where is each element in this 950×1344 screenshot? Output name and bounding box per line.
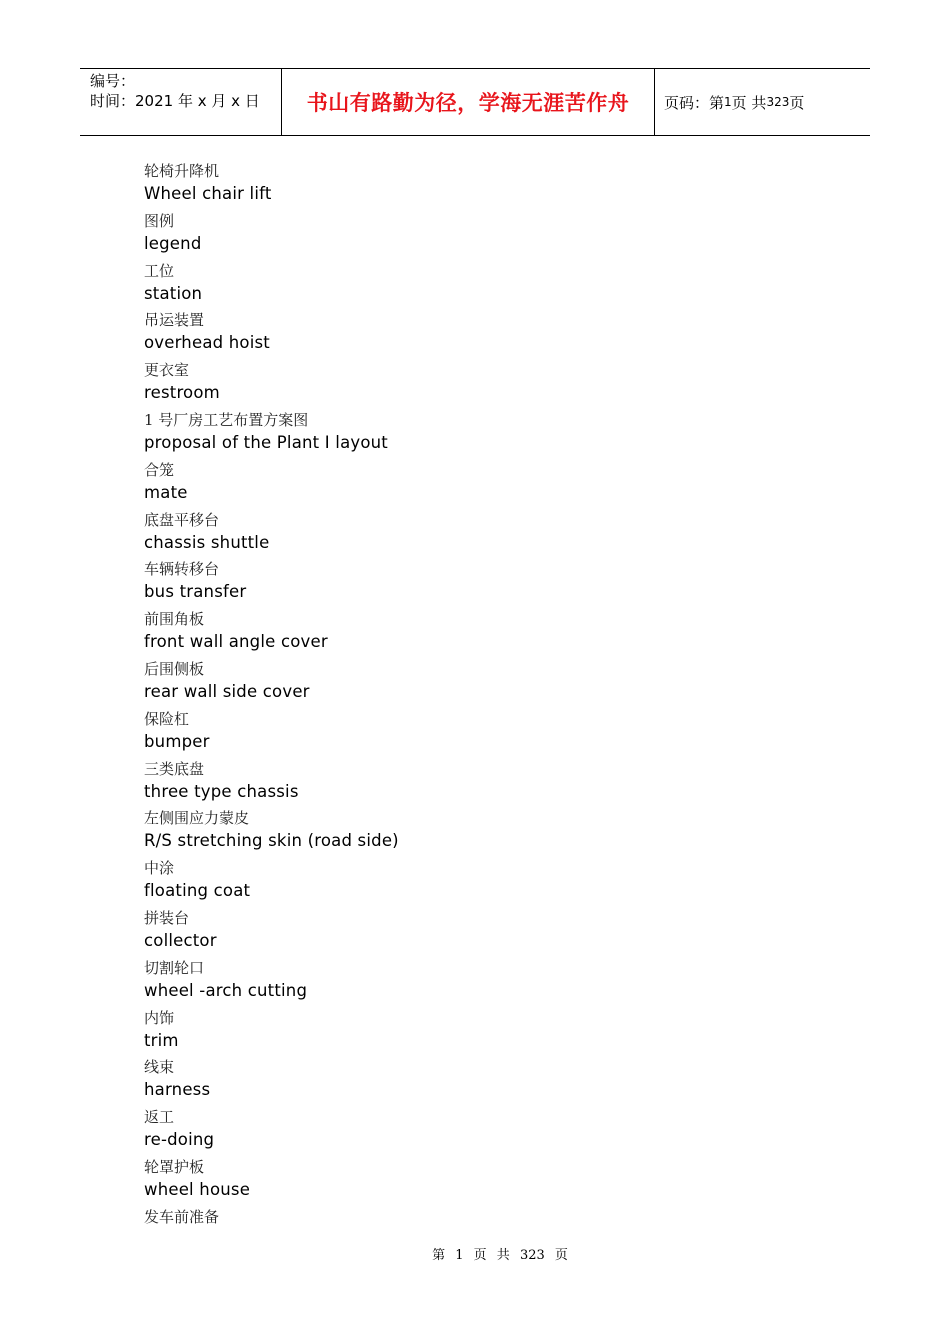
page-suffix: 页 <box>789 93 805 112</box>
term-english: overhead hoist <box>144 333 270 353</box>
term-chinese: 吊运装置 <box>144 311 205 330</box>
term-english: proposal of the Plant I layout <box>144 432 388 452</box>
term-chinese: 发车前准备 <box>144 1207 220 1226</box>
date-label: 时间：2021 年 x 月 x 日 <box>90 92 260 110</box>
footer-total-pages: 323 <box>519 1248 545 1263</box>
footer-word-2: 页 <box>473 1248 487 1263</box>
glossary-entry <box>144 907 844 957</box>
term-chinese: 更衣室 <box>144 361 190 380</box>
term-chinese: 工位 <box>144 261 175 280</box>
term-chinese: 1 号厂房工艺布置方案图 <box>144 410 309 429</box>
term-english: restroom <box>144 383 220 403</box>
glossary-entry <box>144 1056 844 1106</box>
glossary-entry <box>144 1106 844 1156</box>
term-english: Wheel chair lift <box>144 184 272 203</box>
glossary-entry <box>144 608 844 658</box>
term-english: mate <box>144 482 188 502</box>
glossary-entry <box>144 1156 844 1206</box>
term-chinese: 轮椅升降机 <box>144 162 220 180</box>
term-chinese: 拼装台 <box>144 908 190 927</box>
glossary-entry <box>144 658 844 708</box>
glossary-entry <box>144 758 844 808</box>
term-english: bus transfer <box>144 582 247 602</box>
page-middle: 页 共 <box>731 93 767 112</box>
glossary-entry <box>144 957 844 1007</box>
glossary-entry <box>144 558 844 608</box>
term-english: re-doing <box>144 1130 215 1150</box>
page-total: 323 <box>766 95 790 109</box>
term-chinese: 切割轮口 <box>144 958 205 977</box>
term-chinese: 合笼 <box>144 460 175 479</box>
glossary-entry <box>144 807 844 857</box>
term-english: collector <box>144 930 217 950</box>
glossary-entry <box>144 309 844 359</box>
glossary-entry <box>144 708 844 758</box>
term-english: chassis shuttle <box>144 532 270 552</box>
glossary-entry <box>144 359 844 409</box>
footer-word-1: 第 <box>432 1248 446 1263</box>
glossary-entry <box>144 857 844 907</box>
term-chinese: 中涂 <box>144 859 175 878</box>
term-chinese: 线束 <box>144 1058 175 1077</box>
glossary-entry <box>144 160 844 210</box>
term-chinese: 车辆转移台 <box>144 560 220 579</box>
term-chinese: 底盘平移台 <box>144 510 220 529</box>
page-current: 1 <box>724 95 732 109</box>
term-chinese: 保险杠 <box>144 709 190 728</box>
motto: 书山有路勤为径，学海无涯苦作舟 <box>306 90 630 115</box>
term-english: bumper <box>144 731 210 751</box>
footer-current-page: 1 <box>455 1248 464 1263</box>
header-info <box>80 69 281 135</box>
page-footer <box>0 1246 950 1266</box>
term-english: rear wall side cover <box>144 681 310 701</box>
glossary-entry <box>144 1007 844 1057</box>
glossary-entry <box>144 409 844 459</box>
term-english: harness <box>144 1080 211 1100</box>
header-motto-cell <box>281 69 655 135</box>
footer-word-3: 共 <box>496 1248 510 1263</box>
term-english: three type chassis <box>144 781 299 801</box>
term-chinese: 返工 <box>144 1108 175 1127</box>
term-english: wheel house <box>144 1179 251 1199</box>
glossary-entry <box>144 210 844 260</box>
term-english: R/S stretching skin (road side) <box>144 831 399 851</box>
term-english: floating coat <box>144 881 251 901</box>
term-english: legend <box>144 233 202 253</box>
glossary-entry <box>144 260 844 310</box>
header-page-info <box>655 69 870 135</box>
term-chinese: 后围侧板 <box>144 659 205 678</box>
glossary-entry <box>144 459 844 509</box>
term-chinese: 前围角板 <box>144 610 205 629</box>
term-english: station <box>144 283 203 303</box>
footer-word-4: 页 <box>554 1248 568 1263</box>
term-chinese: 内饰 <box>144 1008 175 1027</box>
serial-label: 编号： <box>90 72 136 90</box>
term-english: wheel -arch cutting <box>144 980 308 1000</box>
term-chinese: 图例 <box>144 211 175 230</box>
page-prefix: 页码：第 <box>664 93 725 112</box>
term-english: trim <box>144 1030 179 1050</box>
term-chinese: 轮罩护板 <box>144 1157 205 1176</box>
page-header <box>80 68 870 136</box>
term-chinese: 三类底盘 <box>144 759 205 778</box>
term-chinese: 左侧围应力蒙皮 <box>144 809 250 828</box>
glossary-list <box>144 160 844 1256</box>
term-english: front wall angle cover <box>144 632 328 652</box>
glossary-entry <box>144 509 844 559</box>
